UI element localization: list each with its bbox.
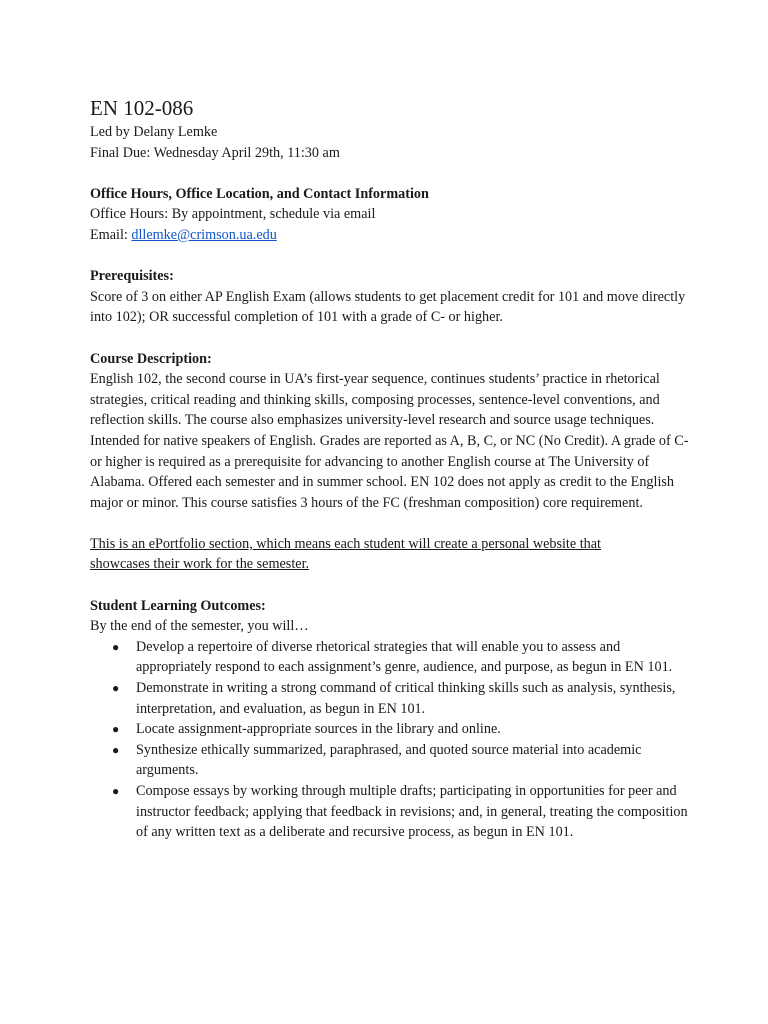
outcome-text: Demonstrate in writing a strong command of critical thinking skills such as analysis, synthesis, interpretation, and evaluation, as begun in EN 101. bbox=[136, 680, 676, 717]
document-page bbox=[90, 94, 690, 843]
spacer bbox=[90, 246, 690, 267]
office-heading: Office Hours, Office Location, and Contact Information bbox=[90, 185, 429, 202]
course-title: EN 102-086 bbox=[90, 96, 194, 120]
email-label: Email: bbox=[90, 226, 132, 243]
outcome-text: Synthesize ethically summarized, paraphrased, and quoted source material into academic arguments. bbox=[136, 741, 642, 779]
bullet-icon: ● bbox=[112, 742, 120, 757]
prerequisites-heading: Prerequisites: bbox=[90, 268, 174, 285]
list-item bbox=[90, 719, 690, 740]
outcomes-intro: By the end of the semester, you will… bbox=[90, 618, 309, 635]
list-item bbox=[90, 740, 690, 781]
outcomes-heading: Student Learning Outcomes: bbox=[90, 597, 266, 614]
list-item bbox=[90, 678, 690, 719]
bullet-icon: ● bbox=[112, 784, 120, 798]
outcome-text: Locate assignment-appropriate sources in the library and online. bbox=[136, 721, 501, 738]
instructor-line: Led by Delany Lemke bbox=[90, 124, 218, 140]
spacer bbox=[90, 513, 690, 534]
prerequisites-text: Score of 3 on either AP English Exam (allows students to get placement credit for 101 and move directly into 102); OR successful completion of 101 with a grade of C- or higher. bbox=[90, 288, 686, 326]
bullet-icon: ● bbox=[112, 639, 120, 654]
description-text: English 102, the second course in UA’s first-year sequence, continues students’ practice in rhetorical strategies, critical reading and thinking skills, composing processes, sentence-level conventions, and reflection skills. The course also emphasizes university-level research and source usage techniques. Intended for native speakers of English. Grades are reported as A, B, C, or NC (No Credit). A grade of C- or higher is required as a prerequisite for advancing to another English course at The University of Alabama. Offered each semester and in summer school. EN 102 does not apply as credit to the English major or minor. This course satisfies 3 hours of the FC (freshman composition) core requirement. bbox=[90, 371, 689, 511]
outcome-text: Develop a repertoire of diverse rhetorical strategies that will enable you to assess and appropriately respond to each assignment’s genre, audience, and purpose, as begun in EN 101. bbox=[136, 638, 673, 676]
bullet-icon: ● bbox=[112, 722, 120, 737]
spacer bbox=[90, 575, 690, 596]
final-due-line: Final Due: Wednesday April 29th, 11:30 am bbox=[90, 144, 340, 161]
email-link[interactable]: dllemke@crimson.ua.edu bbox=[131, 226, 277, 243]
office-hours-line: Office Hours: By appointment, schedule via email bbox=[90, 206, 376, 223]
bullet-icon: ● bbox=[112, 681, 120, 696]
email-line bbox=[90, 225, 690, 246]
list-item bbox=[90, 637, 690, 678]
eportfolio-note: This is an ePortfolio section, which means each student will create a personal website that showcases their work for the semester. bbox=[90, 535, 601, 573]
list-item bbox=[90, 781, 690, 843]
spacer bbox=[90, 163, 690, 184]
spacer bbox=[90, 328, 690, 349]
description-heading: Course Description: bbox=[90, 350, 212, 367]
outcomes-list bbox=[90, 637, 690, 843]
outcome-text: Compose essays by working through multiple drafts; participating in opportunities for peer and instructor feedback; applying that feedback in revisions; and, in general, treating the composition of any written text as a deliberate and recursive process, as begun in EN 101. bbox=[136, 783, 688, 841]
